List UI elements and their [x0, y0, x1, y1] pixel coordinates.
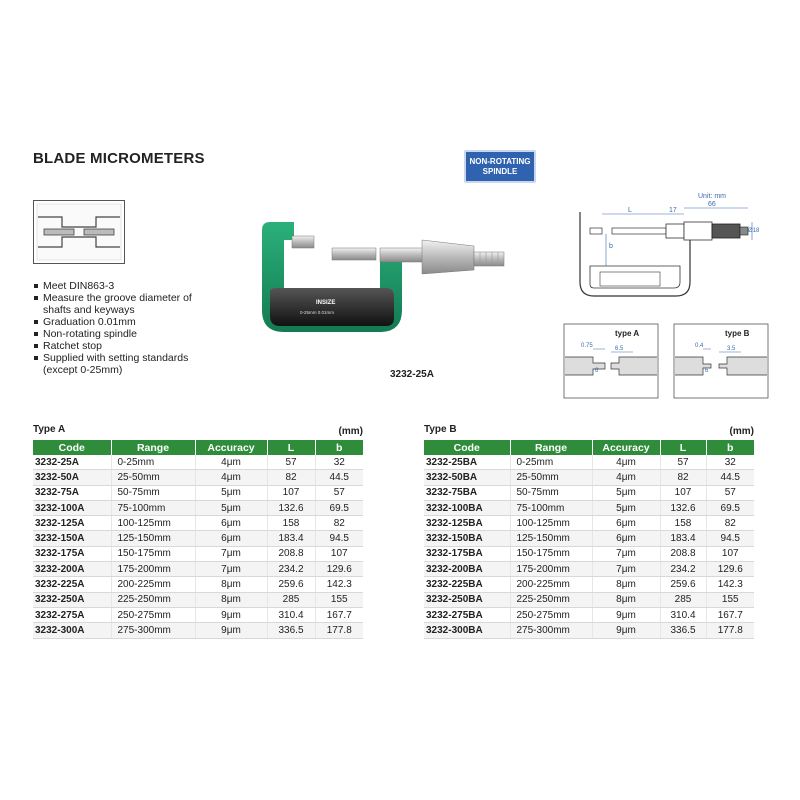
l-cell: 336.5: [660, 623, 706, 638]
b-cell: 107: [706, 546, 754, 561]
b-cell: 69.5: [706, 500, 754, 515]
range-cell: 225-250mm: [510, 592, 592, 607]
code-cell: 3232-225A: [33, 577, 111, 592]
range-cell: 250-275mm: [510, 607, 592, 622]
l-cell: 285: [267, 592, 315, 607]
table-row: [33, 485, 363, 500]
type-b-table-section: [424, 424, 754, 639]
range-cell: 275-300mm: [111, 623, 195, 638]
b-cell: 129.6: [706, 562, 754, 577]
l-cell: 57: [267, 455, 315, 470]
photo-caption: 3232-25A: [390, 369, 434, 380]
code-cell: 3232-25A: [33, 455, 111, 470]
code-cell: 3232-150BA: [424, 531, 510, 546]
feature-item: Graduation 0.01mm: [33, 316, 203, 328]
range-cell: 0-25mm: [510, 455, 592, 470]
accuracy-cell: 7μm: [592, 562, 660, 577]
column-header-l: L: [267, 440, 315, 455]
code-cell: 3232-175BA: [424, 546, 510, 561]
type-b-d3: 6: [705, 368, 709, 374]
range-cell: 50-75mm: [111, 485, 195, 500]
accuracy-cell: 6μm: [592, 516, 660, 531]
type-a-diagram-icon: [563, 323, 659, 399]
page-title: BLADE MICROMETERS: [33, 150, 205, 167]
accuracy-cell: 5μm: [195, 500, 267, 515]
product-photo: [222, 200, 512, 360]
range-cell: 200-225mm: [111, 577, 195, 592]
l-cell: 107: [660, 485, 706, 500]
badge-line-1: NON-ROTATING: [469, 156, 531, 166]
code-cell: 3232-100A: [33, 500, 111, 515]
accuracy-cell: 9μm: [592, 623, 660, 638]
code-cell: 3232-175A: [33, 546, 111, 561]
type-b-table: [424, 440, 754, 639]
table-header-row: [33, 440, 363, 455]
range-cell: 250-275mm: [111, 607, 195, 622]
b-cell: 142.3: [706, 577, 754, 592]
accuracy-cell: 8μm: [195, 592, 267, 607]
l-cell: 107: [267, 485, 315, 500]
code-cell: 3232-50A: [33, 470, 111, 485]
code-cell: 3232-250A: [33, 592, 111, 607]
accuracy-cell: 9μm: [195, 623, 267, 638]
code-cell: 3232-300A: [33, 623, 111, 638]
table-row: [33, 531, 363, 546]
code-cell: 3232-275A: [33, 607, 111, 622]
range-cell: 0-25mm: [111, 455, 195, 470]
l-cell: 285: [660, 592, 706, 607]
accuracy-cell: 6μm: [592, 531, 660, 546]
accuracy-cell: 4μm: [592, 470, 660, 485]
dim-66: 66: [708, 201, 716, 208]
micrometer-image: [222, 200, 512, 360]
accuracy-cell: 9μm: [592, 607, 660, 622]
column-header-code: Code: [424, 440, 510, 455]
accuracy-cell: 5μm: [195, 485, 267, 500]
range-cell: 175-200mm: [111, 562, 195, 577]
b-cell: 32: [706, 455, 754, 470]
l-cell: 208.8: [660, 546, 706, 561]
table-row: [33, 562, 363, 577]
feature-item: Measure the groove diameter of shafts and keyways: [33, 292, 203, 316]
table-row: [424, 485, 754, 500]
dim-L: L: [628, 207, 632, 214]
l-cell: 310.4: [267, 607, 315, 622]
accuracy-cell: 6μm: [195, 516, 267, 531]
type-b-drawing: [673, 323, 769, 399]
range-cell: 100-125mm: [111, 516, 195, 531]
table-row: [33, 592, 363, 607]
table-row: [33, 546, 363, 561]
table-row: [424, 607, 754, 622]
range-cell: 75-100mm: [111, 500, 195, 515]
table-row: [424, 455, 754, 470]
b-cell: 57: [315, 485, 363, 500]
l-cell: 158: [267, 516, 315, 531]
b-cell: 32: [315, 455, 363, 470]
type-a-d3: 6: [595, 368, 599, 374]
type-b-heading: Type B: [424, 424, 457, 435]
code-cell: 3232-150A: [33, 531, 111, 546]
table-row: [33, 470, 363, 485]
non-rotating-spindle-badge: [464, 150, 536, 183]
l-cell: 82: [267, 470, 315, 485]
column-header-b: b: [315, 440, 363, 455]
b-cell: 69.5: [315, 500, 363, 515]
l-cell: 259.6: [660, 577, 706, 592]
l-cell: 82: [660, 470, 706, 485]
range-cell: 25-50mm: [510, 470, 592, 485]
type-b-label: type B: [725, 329, 750, 338]
table-row: [424, 500, 754, 515]
type-a-table: [33, 440, 363, 639]
b-cell: 94.5: [315, 531, 363, 546]
b-cell: 129.6: [315, 562, 363, 577]
type-a-table-body: [33, 455, 363, 638]
type-a-table-section: [33, 424, 363, 639]
range-cell: 275-300mm: [510, 623, 592, 638]
l-cell: 183.4: [267, 531, 315, 546]
b-cell: 44.5: [315, 470, 363, 485]
dimension-diagram-icon: [576, 196, 758, 300]
dim-17: 17: [669, 207, 677, 214]
unit-label: Unit: mm: [698, 193, 726, 200]
type-a-d1: 0.75: [581, 343, 593, 349]
l-cell: 310.4: [660, 607, 706, 622]
table-row: [424, 546, 754, 561]
brand-logo: INSIZE: [316, 300, 336, 306]
feature-item: Non-rotating spindle: [33, 328, 203, 340]
type-a-drawing: [563, 323, 659, 399]
l-cell: 336.5: [267, 623, 315, 638]
table-row: [424, 470, 754, 485]
code-cell: 3232-125BA: [424, 516, 510, 531]
type-a-label: type A: [615, 329, 640, 338]
l-cell: 57: [660, 455, 706, 470]
type-b-d1: 0.4: [695, 343, 704, 349]
code-cell: 3232-250BA: [424, 592, 510, 607]
accuracy-cell: 8μm: [592, 577, 660, 592]
frame-spec-text: 0-25mm 0.01mm: [300, 310, 335, 315]
range-cell: 175-200mm: [510, 562, 592, 577]
dimension-drawing: [576, 196, 758, 300]
accuracy-cell: 4μm: [195, 455, 267, 470]
l-cell: 234.2: [267, 562, 315, 577]
accuracy-cell: 9μm: [195, 607, 267, 622]
table-row: [33, 500, 363, 515]
accuracy-cell: 7μm: [592, 546, 660, 561]
table-row: [33, 607, 363, 622]
column-header-range: Range: [111, 440, 195, 455]
code-cell: 3232-125A: [33, 516, 111, 531]
b-cell: 177.8: [706, 623, 754, 638]
table-row: [424, 562, 754, 577]
type-b-diagram-icon: [673, 323, 769, 399]
column-header-l: L: [660, 440, 706, 455]
b-cell: 167.7: [315, 607, 363, 622]
code-cell: 3232-225BA: [424, 577, 510, 592]
table-row: [424, 592, 754, 607]
code-cell: 3232-275BA: [424, 607, 510, 622]
type-b-d2: 3.5: [727, 346, 736, 352]
b-cell: 94.5: [706, 531, 754, 546]
b-cell: 82: [706, 516, 754, 531]
blade-detail-icon: [34, 201, 124, 263]
code-cell: 3232-300BA: [424, 623, 510, 638]
range-cell: 100-125mm: [510, 516, 592, 531]
l-cell: 259.6: [267, 577, 315, 592]
column-header-code: Code: [33, 440, 111, 455]
feature-item: Meet DIN863-3: [33, 280, 203, 292]
table-row: [33, 455, 363, 470]
l-cell: 158: [660, 516, 706, 531]
table-row: [424, 623, 754, 638]
code-cell: 3232-200A: [33, 562, 111, 577]
range-cell: 50-75mm: [510, 485, 592, 500]
dim-dia: Ø18: [748, 228, 760, 234]
b-cell: 142.3: [315, 577, 363, 592]
b-cell: 177.8: [315, 623, 363, 638]
code-cell: 3232-75A: [33, 485, 111, 500]
b-cell: 82: [315, 516, 363, 531]
feature-item: Supplied with setting standards (except 0-25mm): [33, 352, 203, 376]
column-header-b: b: [706, 440, 754, 455]
table-header-row: [424, 440, 754, 455]
code-cell: 3232-50BA: [424, 470, 510, 485]
range-cell: 150-175mm: [510, 546, 592, 561]
feature-item: Ratchet stop: [33, 340, 203, 352]
range-cell: 125-150mm: [510, 531, 592, 546]
l-cell: 132.6: [267, 500, 315, 515]
b-cell: 155: [315, 592, 363, 607]
accuracy-cell: 5μm: [592, 500, 660, 515]
b-cell: 57: [706, 485, 754, 500]
table-row: [424, 531, 754, 546]
type-a-d2: 6.5: [615, 346, 624, 352]
code-cell: 3232-25BA: [424, 455, 510, 470]
code-cell: 3232-100BA: [424, 500, 510, 515]
range-cell: 25-50mm: [111, 470, 195, 485]
table-row: [33, 623, 363, 638]
table-row: [424, 577, 754, 592]
range-cell: 75-100mm: [510, 500, 592, 515]
accuracy-cell: 4μm: [195, 470, 267, 485]
accuracy-cell: 5μm: [592, 485, 660, 500]
type-a-unit: (mm): [338, 426, 363, 437]
range-cell: 150-175mm: [111, 546, 195, 561]
b-cell: 155: [706, 592, 754, 607]
range-cell: 225-250mm: [111, 592, 195, 607]
range-cell: 125-150mm: [111, 531, 195, 546]
table-row: [33, 516, 363, 531]
accuracy-cell: 7μm: [195, 562, 267, 577]
b-cell: 107: [315, 546, 363, 561]
accuracy-cell: 6μm: [195, 531, 267, 546]
accuracy-cell: 4μm: [592, 455, 660, 470]
dim-b: b: [609, 243, 613, 250]
b-cell: 167.7: [706, 607, 754, 622]
range-cell: 200-225mm: [510, 577, 592, 592]
blade-detail-drawing: [33, 200, 125, 264]
type-b-unit: (mm): [729, 426, 754, 437]
l-cell: 132.6: [660, 500, 706, 515]
l-cell: 208.8: [267, 546, 315, 561]
column-header-accuracy: Accuracy: [592, 440, 660, 455]
column-header-range: Range: [510, 440, 592, 455]
type-b-table-body: [424, 455, 754, 638]
code-cell: 3232-200BA: [424, 562, 510, 577]
badge-line-2: SPINDLE: [482, 166, 518, 176]
feature-list: [33, 280, 203, 376]
table-row: [424, 516, 754, 531]
b-cell: 44.5: [706, 470, 754, 485]
code-cell: 3232-75BA: [424, 485, 510, 500]
accuracy-cell: 7μm: [195, 546, 267, 561]
table-row: [33, 577, 363, 592]
accuracy-cell: 8μm: [195, 577, 267, 592]
column-header-accuracy: Accuracy: [195, 440, 267, 455]
accuracy-cell: 8μm: [592, 592, 660, 607]
l-cell: 234.2: [660, 562, 706, 577]
type-a-heading: Type A: [33, 424, 66, 435]
l-cell: 183.4: [660, 531, 706, 546]
